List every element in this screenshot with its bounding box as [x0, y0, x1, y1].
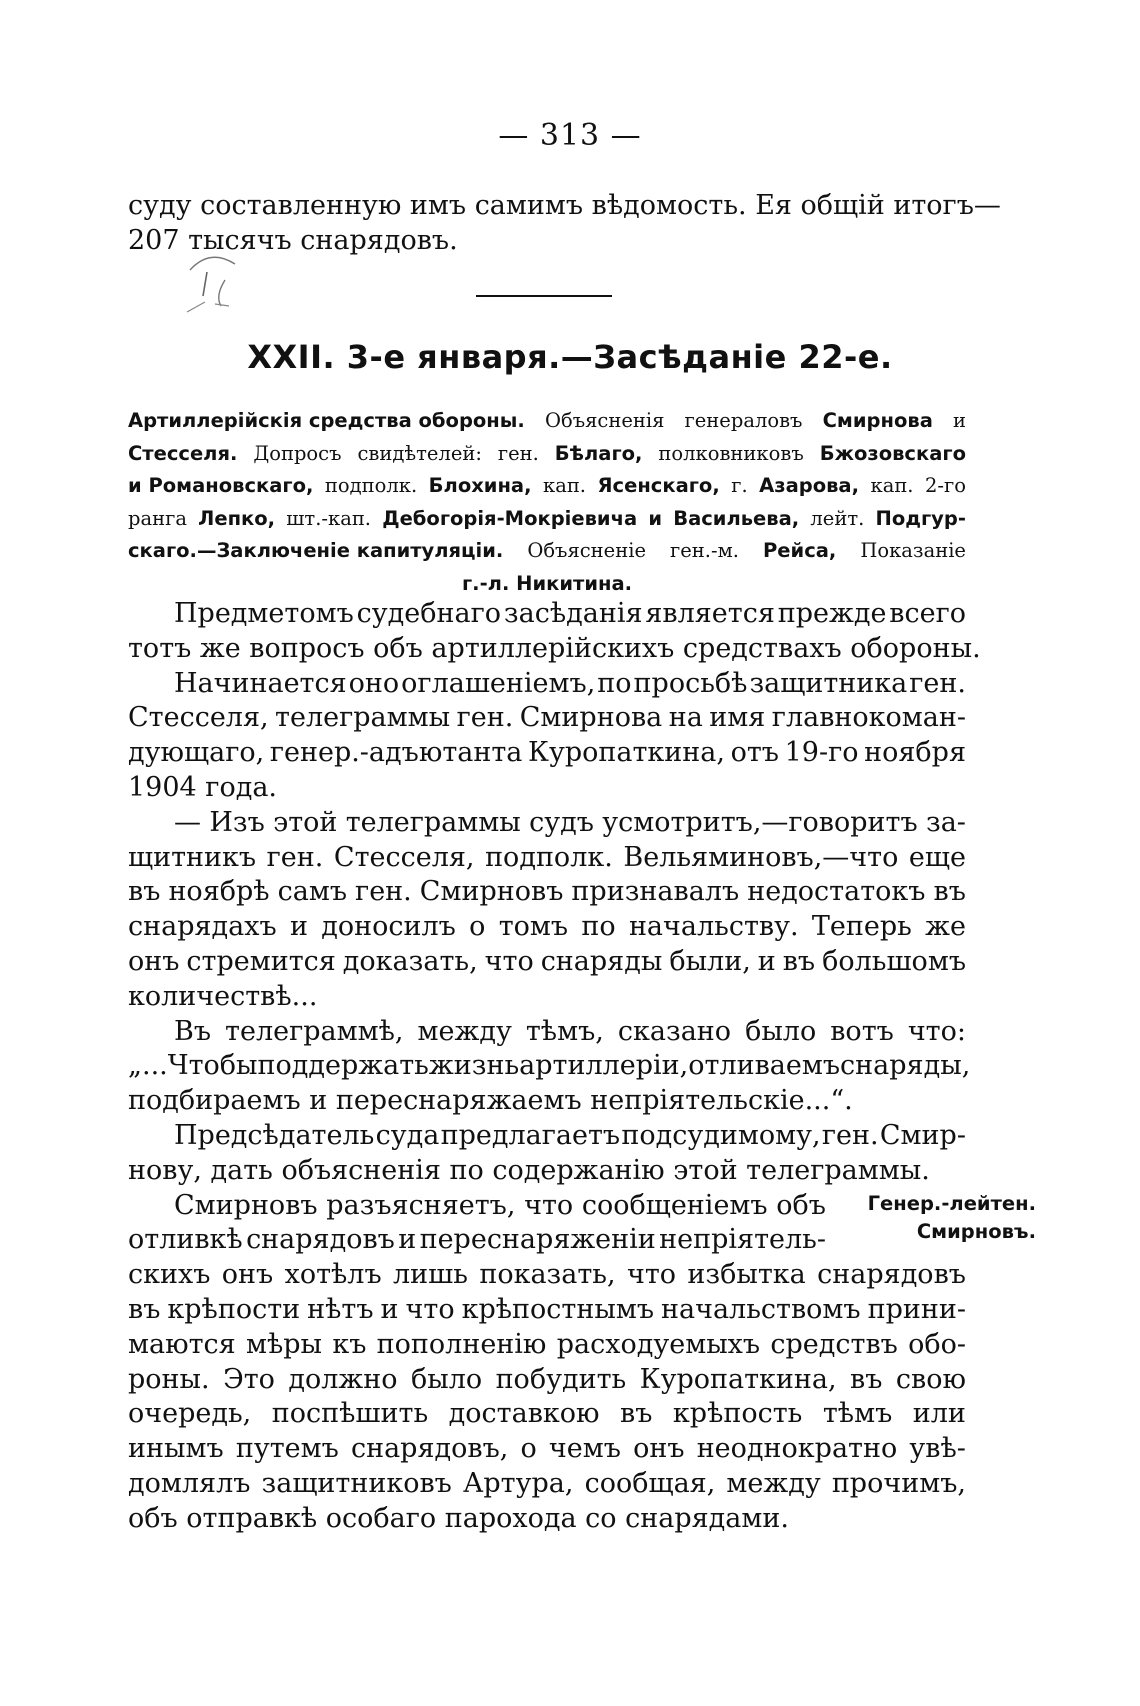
word: оно	[348, 667, 400, 699]
word: за-	[925, 806, 966, 838]
word: судебнаго	[356, 598, 502, 629]
text-line: количествѣ...	[128, 980, 318, 1012]
text-line	[128, 1258, 966, 1293]
word: сообщеніемъ	[581, 1189, 768, 1221]
word: снарядовъ,	[350, 1433, 509, 1465]
continuation-line: 207 тысячъ снарядовъ.	[128, 225, 458, 256]
summary-line	[128, 438, 966, 471]
text-line	[128, 1328, 966, 1363]
word: и	[398, 1224, 417, 1256]
word: Смирнова	[519, 702, 663, 734]
word: домлялъ	[128, 1467, 251, 1499]
word: въ	[850, 1363, 883, 1395]
summary-word: кап.	[543, 474, 587, 497]
word: начальствомъ	[661, 1293, 861, 1325]
section-heading: XXII. 3-е января.—Засѣданіе 22-е.	[247, 338, 893, 376]
text-line	[128, 1293, 966, 1328]
word: Куропаткина,	[639, 1363, 837, 1395]
paragraph	[128, 806, 966, 1015]
summary-word: подполк.	[324, 474, 418, 497]
text-line: 1904 года.	[128, 771, 278, 803]
margin-note-rank: Генер.-лейтен.	[867, 1192, 1036, 1215]
word: предлагаетъ	[440, 1119, 621, 1151]
summary-term: Бжозовскаго	[819, 441, 966, 465]
continuation-text	[128, 188, 1001, 258]
word: побудить	[495, 1363, 627, 1395]
word: 19-го	[784, 737, 859, 769]
text-line	[128, 1467, 966, 1502]
paragraph	[128, 667, 966, 806]
summary-line	[128, 405, 966, 438]
word: стремится	[186, 945, 336, 977]
word: —	[174, 806, 201, 838]
word: всего	[889, 598, 966, 629]
summary-line	[128, 568, 966, 601]
paragraph	[128, 597, 981, 667]
word: Смирновъ	[419, 876, 564, 908]
word: въ	[620, 1398, 653, 1430]
text-line: подбираемъ и переснаряжаемъ непріятельскіе...“.	[128, 1085, 853, 1117]
word: отливаемъ	[688, 1050, 841, 1082]
pencil-scrawl-mark	[185, 250, 275, 340]
word: Теперь	[811, 911, 912, 943]
word: признавалъ	[571, 876, 740, 908]
summary-word: ген.-м.	[670, 539, 739, 562]
word: объ	[776, 1189, 826, 1221]
summary-word: Объясненіе	[527, 539, 646, 562]
word: телеграммы	[275, 702, 451, 734]
word: что	[524, 1189, 574, 1221]
word: жизнь	[428, 1050, 520, 1082]
word: между	[726, 1467, 821, 1499]
word: сказано	[617, 1015, 732, 1047]
word: онъ	[128, 945, 180, 977]
text-line: нову, дать объясненія по содержанію этой телеграммы.	[128, 1154, 930, 1186]
word: снаряды	[540, 945, 663, 977]
summary-line	[128, 535, 966, 568]
word: ген.	[456, 702, 514, 734]
word: хотѣлъ	[284, 1259, 382, 1291]
text-line	[128, 910, 966, 945]
word: что:	[907, 1015, 966, 1047]
word: Куропаткина,	[528, 737, 725, 769]
paragraph	[128, 1015, 971, 1119]
word: подсудимому,	[621, 1119, 821, 1151]
summary-word: Показаніе	[860, 539, 966, 562]
word: и	[757, 945, 776, 977]
word: скихъ	[128, 1259, 211, 1291]
word: артиллеріи,	[519, 1050, 689, 1082]
summary-word: полковниковъ	[658, 441, 804, 465]
word: крѣпости	[167, 1293, 301, 1325]
word: къ	[332, 1328, 367, 1360]
word: доносилъ	[321, 911, 456, 943]
word: непріятель-	[659, 1224, 826, 1256]
word: снарядовъ	[246, 1224, 395, 1256]
word: Стесселя,	[333, 841, 475, 873]
word: расходуемыхъ	[556, 1328, 761, 1360]
word: суда	[375, 1119, 440, 1151]
text-line	[128, 945, 966, 980]
margin-note-name: Смирновъ.	[916, 1220, 1036, 1243]
word: разъясняетъ,	[326, 1189, 516, 1221]
continuation-line: суду составленную имъ самимъ вѣдомость. Ея общій итогъ—	[128, 190, 1001, 221]
word: что	[484, 945, 534, 977]
word: снарядовъ	[817, 1259, 966, 1291]
summary-word: лейт.	[810, 506, 865, 530]
text-line	[128, 1119, 966, 1154]
word: просьбѣ	[633, 667, 748, 699]
word: щитникъ	[128, 841, 257, 873]
summary-word: Объясненія	[544, 409, 665, 432]
word: Предметомъ	[174, 598, 354, 629]
paragraph	[128, 1119, 966, 1189]
text-line	[128, 1189, 826, 1224]
word: мѣры	[245, 1328, 323, 1360]
word: Артура,	[462, 1467, 574, 1499]
word: самъ	[277, 876, 347, 908]
word: по	[581, 911, 616, 943]
word: пополненію	[376, 1328, 547, 1360]
word: прежде	[777, 598, 887, 629]
word: по	[597, 667, 632, 699]
word: роны.	[128, 1363, 210, 1395]
summary-term: скаго.—Заключеніе капитуляціи.	[128, 539, 504, 562]
word: показать,	[479, 1259, 616, 1291]
word: поддержать	[257, 1050, 429, 1082]
word: телеграммы	[345, 806, 521, 838]
section-divider	[476, 295, 612, 297]
summary-term: Стесселя.	[128, 441, 238, 465]
summary-word: ген.	[497, 441, 539, 465]
word: сообщая,	[584, 1467, 716, 1499]
word: свою	[895, 1363, 966, 1395]
word: недостатокъ	[747, 876, 926, 908]
word: или	[912, 1398, 966, 1430]
summary-term: Ясенскаго,	[597, 474, 720, 497]
word: доставкою	[448, 1398, 600, 1430]
word: и	[380, 1293, 399, 1325]
word: защитника	[749, 667, 908, 699]
word: прочимъ,	[831, 1467, 966, 1499]
text-line: объ отправкѣ особаго парохода со снарядами.	[128, 1502, 789, 1534]
summary-term: Азарова,	[759, 474, 859, 497]
word: доказать,	[342, 945, 478, 977]
text-line	[128, 1015, 966, 1050]
word: что	[405, 1293, 455, 1325]
word: генер.-адъютанта	[269, 737, 523, 769]
word: ген.	[355, 876, 412, 908]
text-line	[128, 667, 966, 702]
word: главнокоман-	[771, 702, 966, 734]
summary-term: Дебогорія-Мокріевича	[382, 506, 638, 530]
text-line	[128, 806, 966, 841]
word: тѣмъ,	[525, 1015, 604, 1047]
word: томъ	[498, 911, 569, 943]
word: усмотритъ,—говоритъ	[602, 806, 918, 838]
word: ген.	[909, 667, 966, 699]
word: дующаго,	[128, 737, 265, 769]
word: Стесселя,	[128, 702, 269, 734]
word: было	[745, 1015, 817, 1047]
summary-word: ранга	[128, 506, 187, 530]
text-line	[128, 1223, 826, 1258]
word: Вельяминовъ,—что	[623, 841, 899, 873]
summary-term: Смирнова	[822, 409, 933, 432]
word: еще	[908, 841, 966, 873]
word: ноябрѣ	[168, 876, 270, 908]
text-line: тотъ же вопросъ объ артиллерійскихъ средствахъ обороны.	[128, 632, 981, 664]
word: были,	[669, 945, 751, 977]
text-line	[128, 1049, 971, 1084]
word: оглашеніемъ,	[401, 667, 596, 699]
word: о	[469, 911, 486, 943]
word: имя	[709, 702, 766, 734]
summary-term: Рейса,	[763, 539, 837, 562]
word: защитниковъ	[261, 1467, 452, 1499]
word: онъ	[633, 1433, 685, 1465]
summary-term: Артиллерійскія средства обороны.	[128, 409, 525, 432]
word: переснаряженіи	[419, 1224, 656, 1256]
word: крѣпость	[672, 1398, 803, 1430]
summary-term: Подгур-	[875, 506, 966, 530]
word: поспѣшить	[271, 1398, 429, 1430]
word: на	[668, 702, 703, 734]
word: судъ	[529, 806, 594, 838]
word: крѣпостнымъ	[461, 1293, 655, 1325]
word: нѣтъ	[307, 1293, 374, 1325]
summary-word: генераловъ	[684, 409, 803, 432]
word: отливкѣ	[128, 1224, 243, 1256]
page-number: — 313 —	[498, 118, 642, 153]
word: снарядахъ	[128, 911, 277, 943]
word: отъ	[730, 737, 779, 769]
summary-term: и	[648, 506, 662, 530]
summary-word: г.	[731, 474, 748, 497]
text-line	[128, 597, 966, 632]
summary-word: и	[953, 409, 966, 432]
word: прини-	[867, 1293, 966, 1325]
word: телеграммѣ,	[225, 1015, 404, 1047]
word: путемъ	[235, 1433, 339, 1465]
summary-term: Лепко,	[198, 506, 276, 530]
text-line	[128, 701, 966, 736]
word: и	[289, 911, 308, 943]
summary-word: шт.-кап.	[286, 506, 372, 530]
summary-word: 2-го	[925, 474, 966, 497]
text-line	[128, 1397, 966, 1432]
word: подполк.	[485, 841, 613, 873]
word: Въ	[174, 1015, 212, 1047]
word: онъ	[221, 1259, 274, 1291]
summary-term: Бѣлаго,	[554, 441, 643, 465]
summary-term: г.-л. Никитина.	[461, 571, 633, 595]
summary-term: Блохина,	[428, 474, 532, 497]
word: о	[520, 1433, 537, 1465]
word: въ	[128, 1293, 161, 1325]
word: между	[417, 1015, 512, 1047]
word: въ	[933, 876, 966, 908]
word: является	[645, 598, 775, 629]
word: Смир-	[879, 1119, 966, 1151]
summary-word: кап.	[870, 474, 914, 497]
text-line	[128, 841, 966, 876]
section-summary	[128, 405, 966, 600]
word: начальству.	[628, 911, 799, 943]
summary-term: и Романовскаго,	[128, 474, 314, 497]
word: этой	[273, 806, 338, 838]
word: засѣданія	[503, 598, 643, 629]
text-line	[128, 736, 966, 771]
word: ноября	[864, 737, 966, 769]
text-line	[128, 875, 966, 910]
word: неоднократно	[696, 1433, 898, 1465]
summary-word: свидѣтелей:	[357, 441, 482, 465]
word: Предсѣдатель	[174, 1119, 375, 1151]
word: избытка	[687, 1259, 806, 1291]
word: было	[410, 1363, 483, 1395]
word: Смирновъ	[174, 1189, 318, 1221]
word: маются	[128, 1328, 236, 1360]
word: увѣ-	[909, 1433, 966, 1465]
summary-line	[128, 470, 966, 503]
word: ген.	[821, 1119, 879, 1151]
word: снаряды,	[840, 1050, 971, 1082]
summary-term: Васильева,	[673, 506, 800, 530]
summary-line	[128, 503, 966, 536]
word: „...Чтобы	[128, 1050, 258, 1082]
word: большомъ	[822, 945, 966, 977]
text-line	[128, 1432, 966, 1467]
word: въ	[782, 945, 816, 977]
word: тѣмъ	[822, 1398, 893, 1430]
summary-word: Допросъ	[253, 441, 342, 465]
word: лишь	[393, 1259, 468, 1291]
word: Изъ	[209, 806, 265, 838]
word: инымъ	[128, 1433, 224, 1465]
body-text	[128, 597, 981, 1537]
word: ген.	[266, 841, 324, 873]
word: вотъ	[830, 1015, 894, 1047]
word: Это	[223, 1363, 275, 1395]
word: же	[925, 911, 966, 943]
word: что	[626, 1259, 677, 1291]
word: очередь,	[128, 1398, 252, 1430]
text-line	[128, 1363, 966, 1398]
margin-note	[836, 1190, 1036, 1246]
word: средствъ	[770, 1328, 898, 1360]
word: чемъ	[548, 1433, 621, 1465]
word: обо-	[908, 1328, 966, 1360]
word: Начинается	[174, 667, 347, 699]
word: въ	[128, 876, 161, 908]
word: должно	[288, 1363, 398, 1395]
